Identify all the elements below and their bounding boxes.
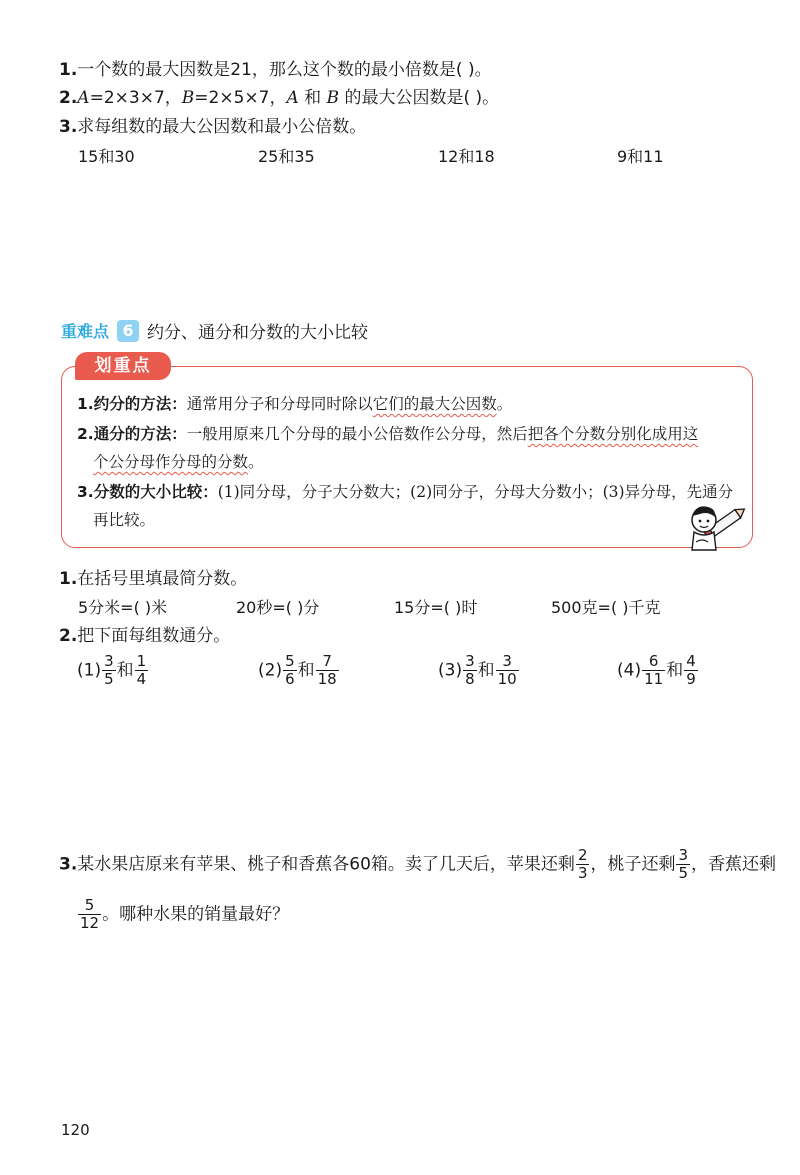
fraction-group-3 (438, 653, 520, 688)
question-text: ，桃子还剩 (590, 854, 676, 875)
group-label: (3) (438, 660, 463, 681)
numerator: 5 (84, 896, 95, 914)
question-number: 2. (59, 88, 78, 108)
point-heading: 通分的方法： (93, 425, 187, 443)
numerator: 4 (686, 652, 696, 670)
fraction-group-1 (77, 653, 149, 688)
question-number: 3. (59, 117, 78, 137)
fraction (78, 897, 101, 932)
text-segment: =2×5×7， (194, 88, 287, 108)
number-pair: 15和30 (78, 147, 135, 166)
fraction (102, 653, 116, 688)
question-text: 把下面每组数通分。 (77, 626, 231, 646)
question-text: 在括号里填最简分数。 (77, 569, 248, 589)
key-points-tag: 划重点 (75, 352, 171, 380)
variable-b: B (181, 88, 195, 108)
numerator: 1 (136, 652, 147, 670)
denominator: 5 (678, 864, 689, 882)
number-pair: 9和11 (617, 147, 664, 166)
question-2 (59, 86, 499, 110)
numerator: 6 (648, 652, 659, 670)
point-number: 1. (77, 395, 94, 413)
question-1 (59, 567, 247, 591)
denominator: 12 (80, 914, 100, 932)
variable-a: A (77, 88, 90, 108)
section-header (61, 318, 368, 343)
denominator: 9 (686, 670, 696, 688)
denominator: 5 (104, 670, 114, 688)
question-text: 一个数的最大因数是21，那么这个数的最小倍数是( )。 (77, 60, 492, 80)
numerator: 3 (465, 652, 475, 670)
and-text: 和 (297, 660, 315, 681)
and-text: 和 (666, 660, 684, 681)
question-number: 2. (59, 626, 78, 646)
numerator: 2 (577, 846, 588, 864)
numerator: 7 (322, 652, 332, 670)
numerator: 3 (678, 846, 689, 864)
question-number: 1. (59, 60, 78, 80)
point-text: 。 (248, 453, 264, 471)
question-1 (59, 58, 492, 82)
and-text: 和 (116, 660, 134, 681)
question-text: 某水果店原来有苹果、桃子和香蕉各60箱。卖了几天后，苹果还剩 (77, 854, 575, 875)
section-number-badge: 6 (117, 320, 139, 342)
text-segment: 和 (298, 88, 327, 108)
point-text: 。 (496, 395, 513, 413)
key-point-2 (77, 421, 698, 447)
question-text: 。哪种水果的销量最好？ (102, 904, 290, 925)
question-text: 求每组数的最大公因数和最小公倍数。 (77, 117, 367, 137)
page-number: 120 (61, 1121, 90, 1139)
key-point-3-line2 (93, 507, 155, 533)
conversion-item: 5分米=( )米 (78, 598, 168, 617)
point-number: 2. (77, 425, 94, 443)
conversion-row (0, 595, 800, 619)
key-point-3 (77, 479, 733, 505)
fraction (642, 653, 665, 688)
conversion-item: 20秒=( )分 (236, 598, 320, 617)
point-heading: 分数的大小比较： (93, 483, 218, 501)
fraction-group-4 (617, 653, 699, 688)
point-emphasis: 个公分母作分母的分数 (93, 453, 249, 471)
conversion-item: 500克=( )千克 (551, 598, 661, 617)
point-emphasis: 把各个分数分别化成用这 (527, 425, 699, 443)
denominator: 8 (465, 670, 475, 688)
fraction (283, 653, 297, 688)
question-3-line2 (77, 897, 289, 932)
number-pair: 12和18 (438, 147, 495, 166)
point-text: 通常用分子和分母同时除以 (186, 395, 373, 413)
mascot-pencil-illustration (682, 498, 746, 556)
fraction (676, 847, 690, 882)
numerator: 3 (502, 652, 512, 670)
question-3 (59, 847, 776, 882)
question-text: ，香蕉还剩 (691, 854, 777, 875)
fraction (135, 653, 149, 688)
group-label: (4) (617, 660, 642, 681)
fraction (463, 653, 477, 688)
question-2 (59, 624, 230, 648)
number-pair: 25和35 (258, 147, 315, 166)
variable-b: B (326, 88, 340, 108)
fraction-group-2 (258, 653, 340, 688)
fraction (496, 653, 519, 688)
numerator: 5 (285, 652, 295, 670)
section-title: 约分、通分和分数的大小比较 (147, 323, 369, 343)
point-text: 再比较。 (93, 511, 156, 529)
fraction (316, 653, 339, 688)
section-label: 重难点 (61, 322, 110, 341)
group-label: (2) (258, 660, 283, 681)
fraction (576, 847, 590, 882)
text-segment: 的最大公因数是( )。 (339, 88, 500, 108)
denominator: 18 (317, 670, 337, 688)
denominator: 11 (644, 670, 664, 688)
point-heading: 约分的方法： (93, 395, 187, 413)
key-point-1 (77, 391, 512, 417)
point-number: 3. (77, 483, 94, 501)
group-label: (1) (77, 660, 102, 681)
question-3 (59, 115, 366, 139)
number-pairs-row (0, 144, 800, 168)
and-text: 和 (477, 660, 495, 681)
fraction (684, 653, 698, 688)
key-point-2-line2 (93, 449, 264, 475)
question-number: 1. (59, 569, 78, 589)
denominator: 6 (285, 670, 295, 688)
denominator: 3 (577, 864, 588, 882)
conversion-item: 15分=( )时 (394, 598, 478, 617)
point-text: (1)同分母，分子大分数大；(2)同分子，分母大分数小；(3)异分母，先通分 (217, 483, 734, 501)
question-number: 3. (59, 854, 78, 875)
numerator: 3 (104, 652, 114, 670)
variable-a: A (286, 88, 299, 108)
point-emphasis: 它们的最大公因数 (372, 395, 497, 413)
point-text: 一般用原来几个分母的最小公倍数作公分母，然后 (186, 425, 528, 443)
denominator: 10 (497, 670, 517, 688)
denominator: 4 (136, 670, 147, 688)
text-segment: =2×3×7， (89, 88, 182, 108)
